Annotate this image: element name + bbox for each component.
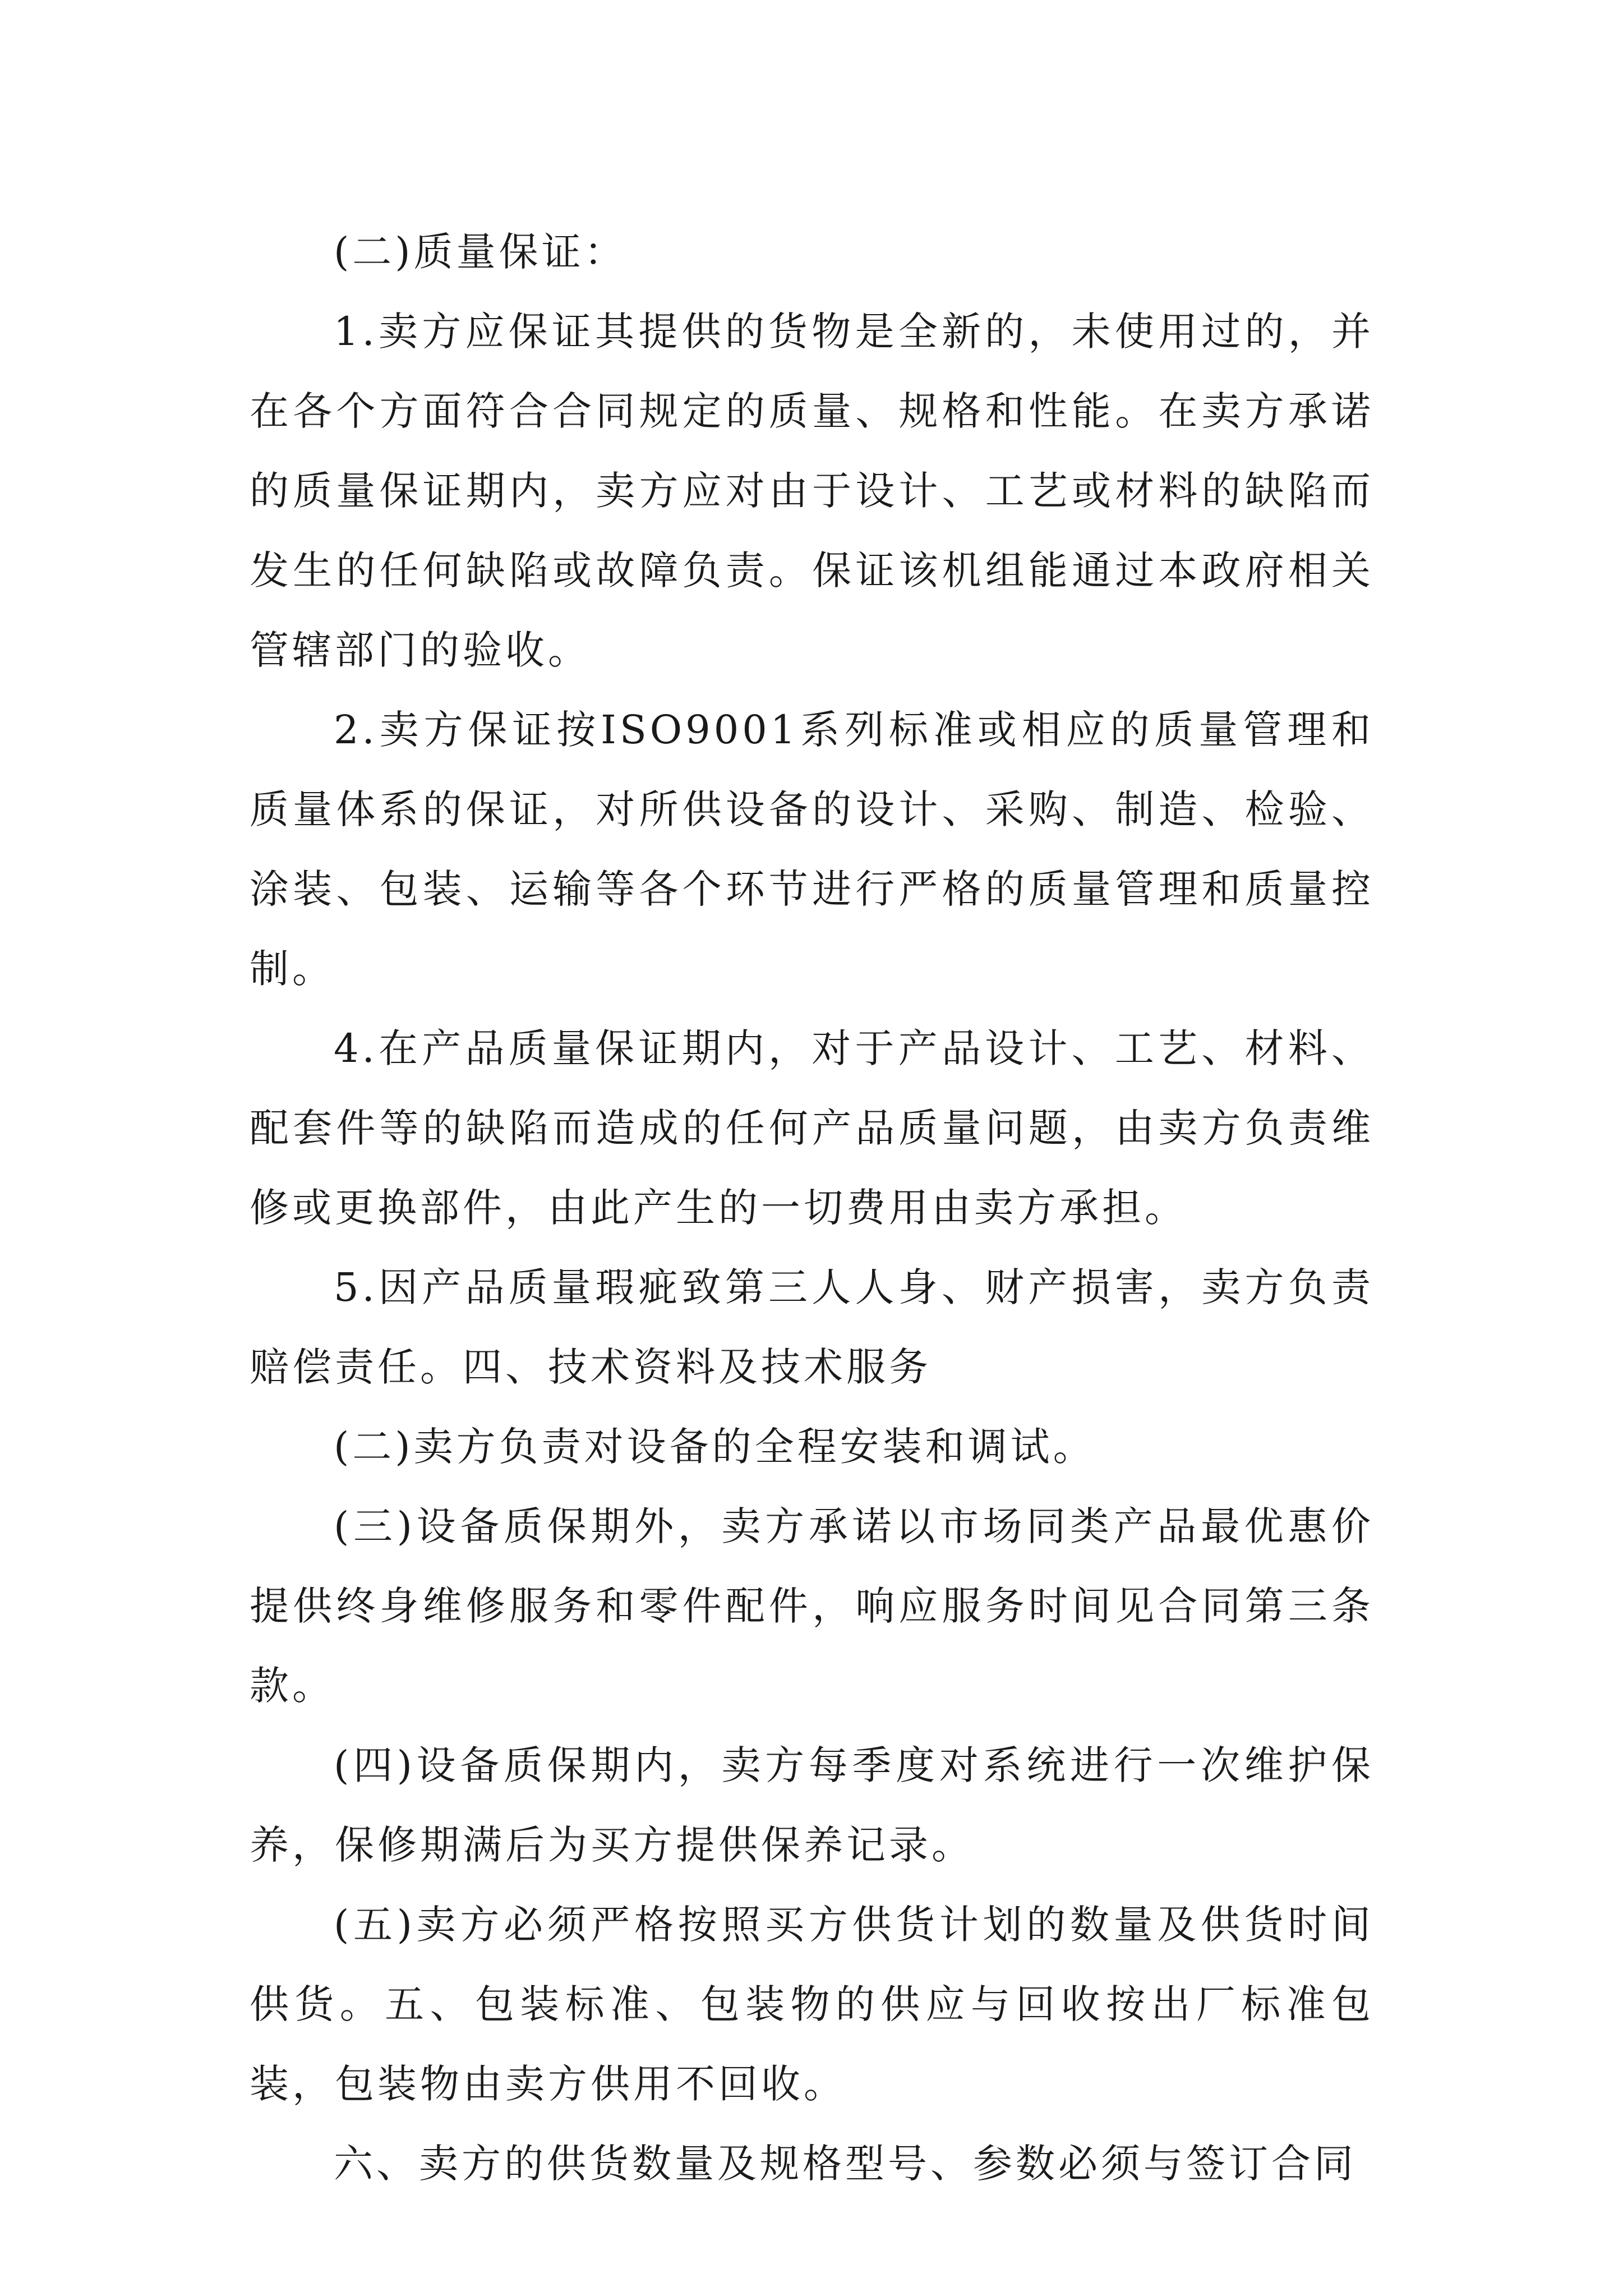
paragraph-clause-4: 4.在产品质量保证期内，对于产品设计、工艺、材料、配套件等的缺陷而造成的任何产品质量问题，由卖方负责维修或更换部件，由此产生的一切费用由卖方承担。 xyxy=(250,1025,1374,1231)
paragraph-supply-packaging: (五)卖方必须严格按照买方供货计划的数量及供货时间供货。五、包装标准、包装物的供应与回收按出厂标准包装，包装物由卖方供用不回收。 xyxy=(250,1902,1374,2107)
document-body xyxy=(250,212,1374,2203)
paragraph-clause-1: 1.卖方应保证其提供的货物是全新的，未使用过的，并在各个方面符合合同规定的质量、规格和性能。在卖方承诺的质量保证期内，卖方应对由于设计、工艺或材料的缺陷而发生的任何缺陷或故障负责。保证该机组能通过本政府相关管辖部门的验收。 xyxy=(250,309,1374,673)
paragraph-installation: (二)卖方负责对设备的全程安装和调试。 xyxy=(334,1424,1096,1470)
paragraph-clause-5: 5.因产品质量瑕疵致第三人人身、财产损害，卖方负责赔偿责任。四、技术资料及技术服务 xyxy=(250,1264,1374,1390)
paragraph-quality-heading: (二)质量保证： xyxy=(334,229,627,275)
paragraph-clause-2: 2.卖方保证按ISO9001系列标准或相应的质量管理和质量体系的保证，对所供设备的设计、采购、制造、检验、涂装、包装、运输等各个环节进行严格的质量管理和质量控制。 xyxy=(250,707,1374,992)
paragraph-supply-quantity: 六、卖方的供货数量及规格型号、参数必须与签订合同 xyxy=(334,2141,1357,2187)
paragraph-out-of-warranty: (三)设备质保期外，卖方承诺以市场同类产品最优惠价提供终身维修服务和零件配件，响应服务时间见合同第三条款。 xyxy=(250,1503,1374,1709)
paragraph-in-warranty: (四)设备质保期内，卖方每季度对系统进行一次维护保养，保修期满后为买方提供保养记录。 xyxy=(250,1742,1374,1868)
